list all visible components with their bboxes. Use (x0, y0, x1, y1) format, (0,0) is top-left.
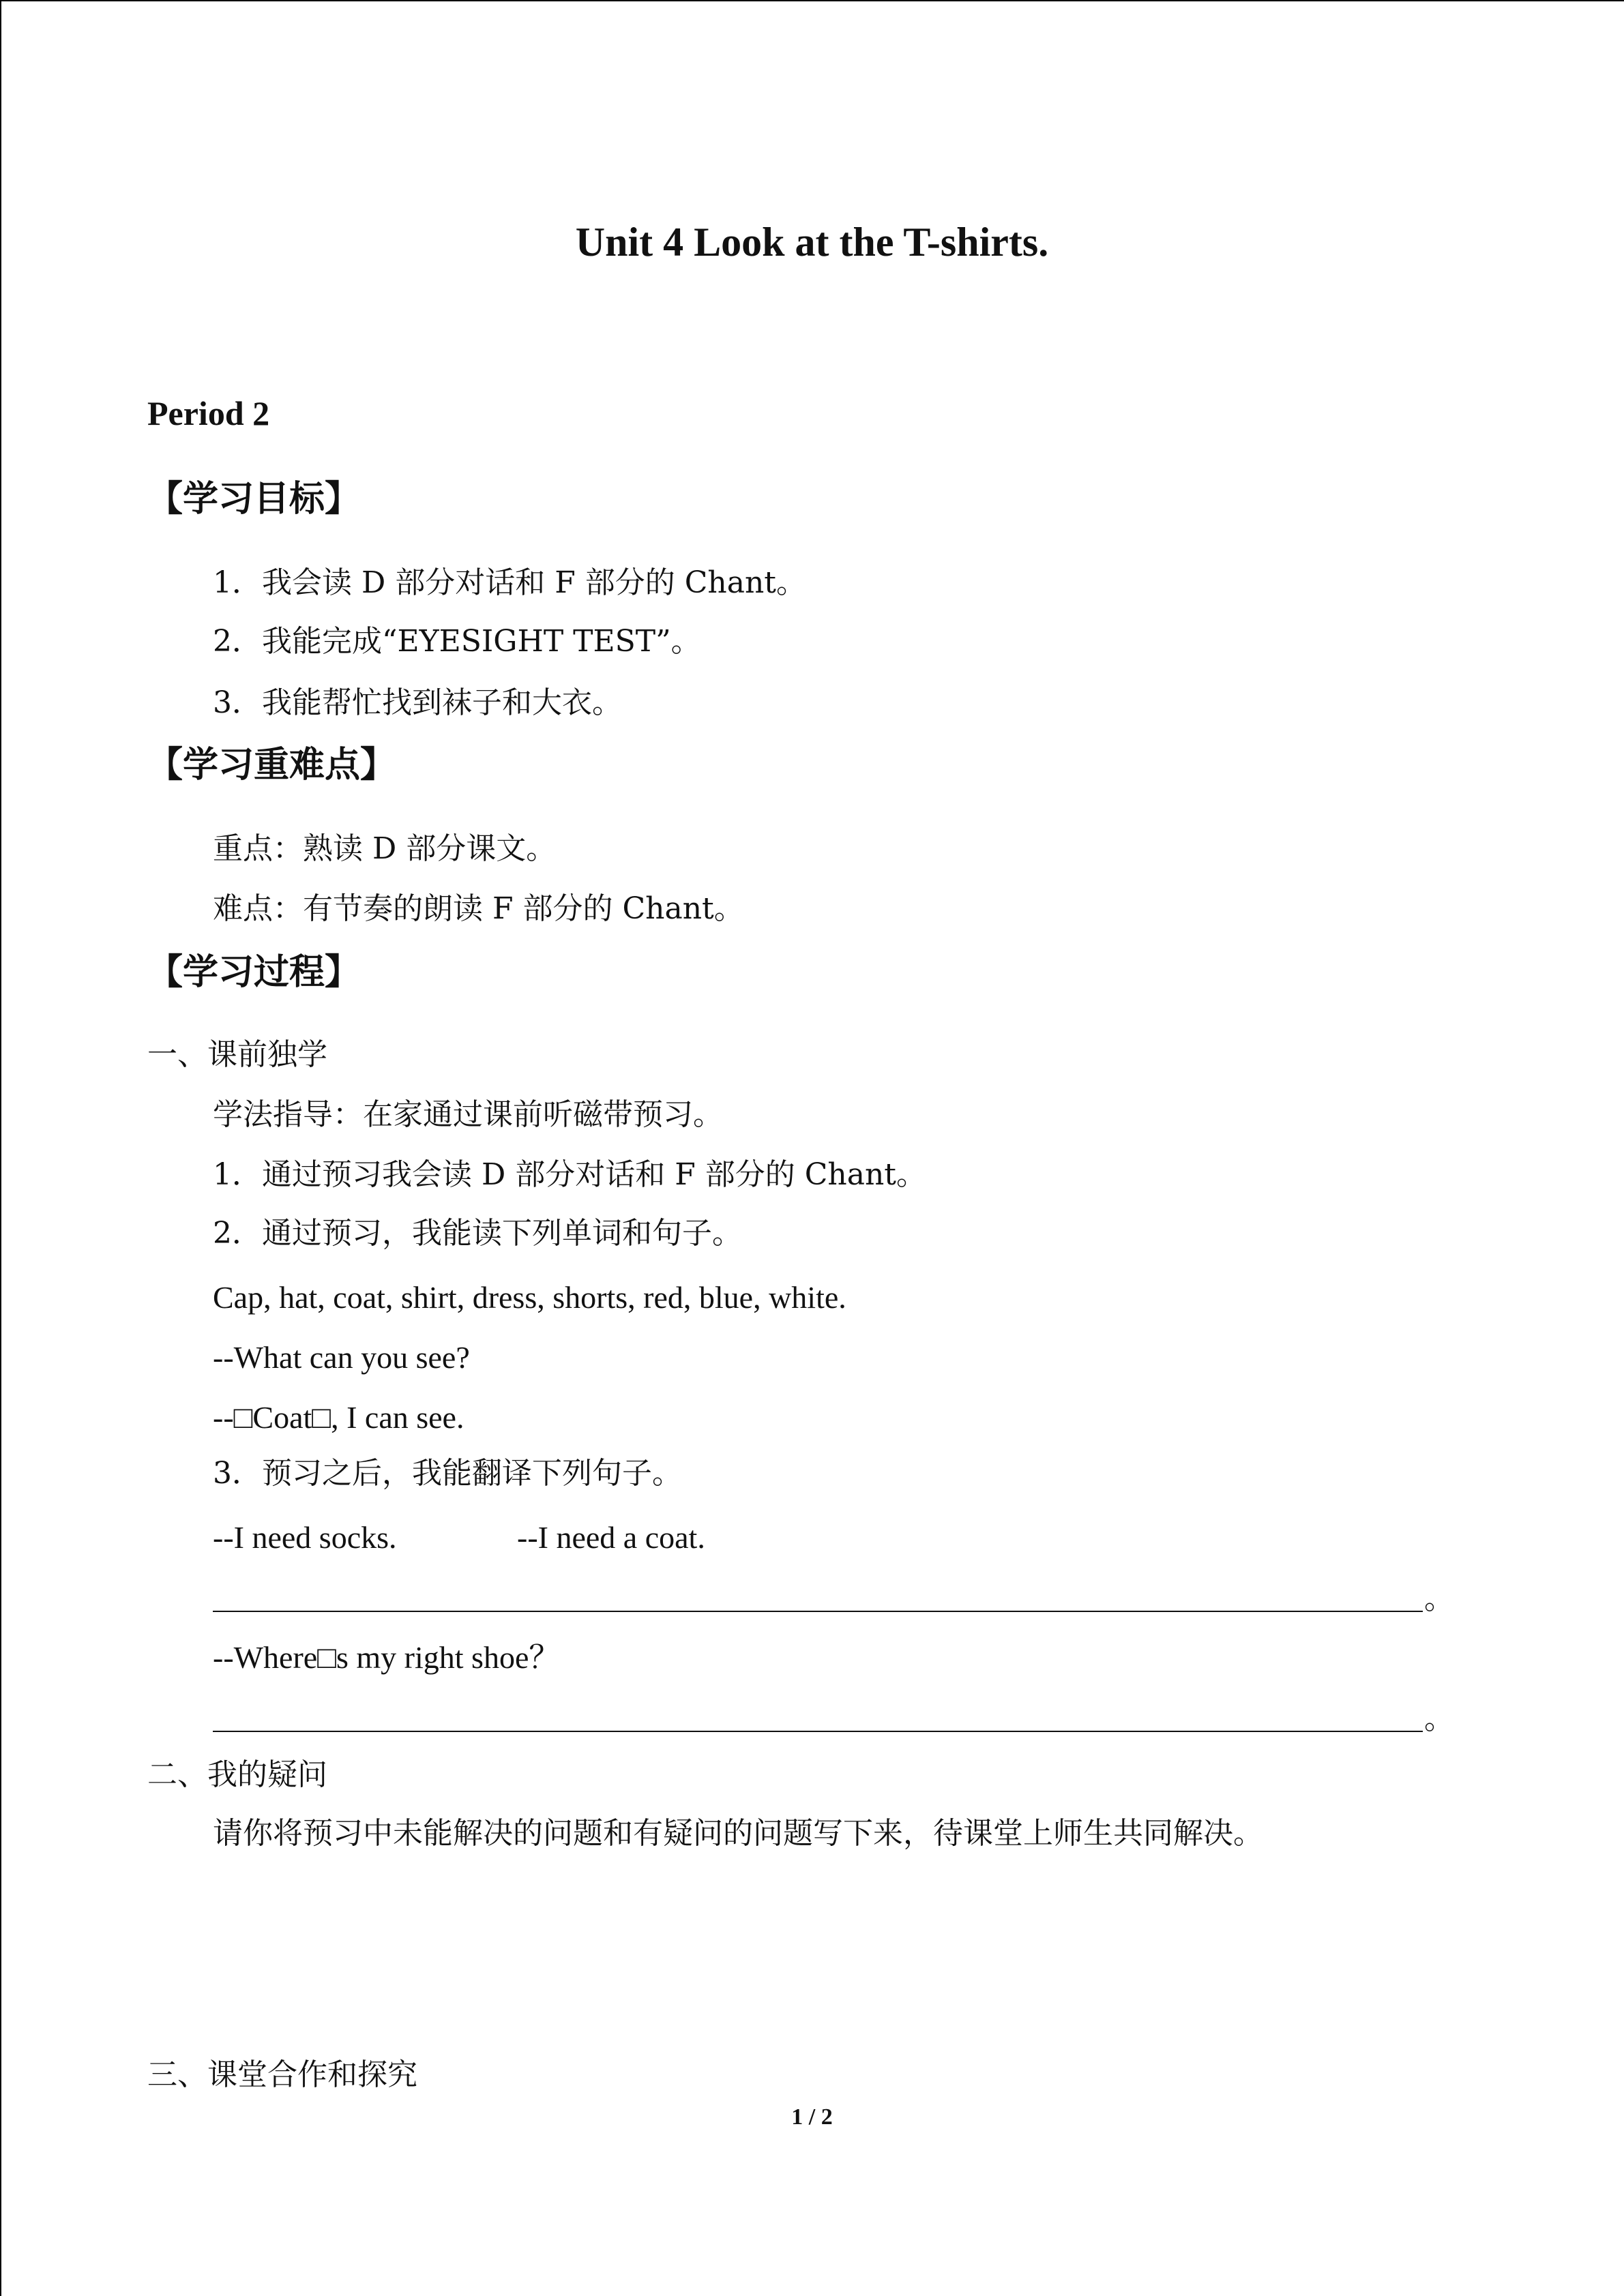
answer-blank-line[interactable] (213, 1731, 1423, 1732)
key-point-item: 重点：熟读 D 部分课文。 (213, 831, 557, 866)
sentence-b: --I need a coat. (517, 1520, 705, 1555)
sentence-a: --I need socks. (213, 1520, 397, 1555)
left-border (0, 0, 1, 2296)
answer-blank-line[interactable] (213, 1611, 1423, 1612)
difficulty-item: 难点：有节奏的朗读 F 部分的 Chant。 (213, 891, 744, 926)
blank-end-mark: 。 (1424, 1581, 1454, 1616)
part2-title: 二、我的疑问 (147, 1757, 327, 1792)
part3-title: 三、课堂合作和探究 (147, 2057, 417, 2092)
part1-title: 一、课前独学 (147, 1037, 327, 1072)
goal-item: 2．我能完成“EYESIGHT TEST”。 (213, 624, 701, 659)
period-label: Period 2 (147, 394, 270, 432)
part2-instruction: 请你将预习中未能解决的问题和有疑问的问题写下来，待课堂上师生共同解决。 (213, 1816, 1263, 1851)
prep-item: 3．预习之后，我能翻译下列句子。 (213, 1456, 682, 1491)
sentence-c: --Where□s my right shoe？ (213, 1640, 561, 1675)
process-heading: 【学习过程】 (147, 952, 361, 993)
goal-item: 1．我会读 D 部分对话和 F 部分的 Chant。 (213, 565, 806, 600)
top-border (0, 0, 1624, 1)
prep-item: 2．通过预习，我能读下列单词和句子。 (213, 1216, 742, 1251)
goals-heading: 【学习目标】 (147, 479, 361, 520)
document-title: Unit 4 Look at the T-shirts. (575, 220, 1049, 265)
word-list: Cap, hat, coat, shirt, dress, shorts, red, blue, white. (213, 1280, 846, 1315)
study-guide: 学法指导：在家通过课前听磁带预习。 (213, 1097, 723, 1132)
page-number: 1 / 2 (791, 2104, 833, 2130)
prep-item: 1．通过预习我会读 D 部分对话和 F 部分的 Chant。 (213, 1157, 926, 1192)
key-points-heading: 【学习重难点】 (147, 745, 396, 786)
goal-item: 3．我能帮忙找到袜子和大衣。 (213, 685, 622, 720)
question-line: --What can you see? (213, 1340, 470, 1375)
blank-end-mark: 。 (1424, 1701, 1454, 1736)
answer-line: --□Coat□, I can see. (213, 1400, 464, 1435)
